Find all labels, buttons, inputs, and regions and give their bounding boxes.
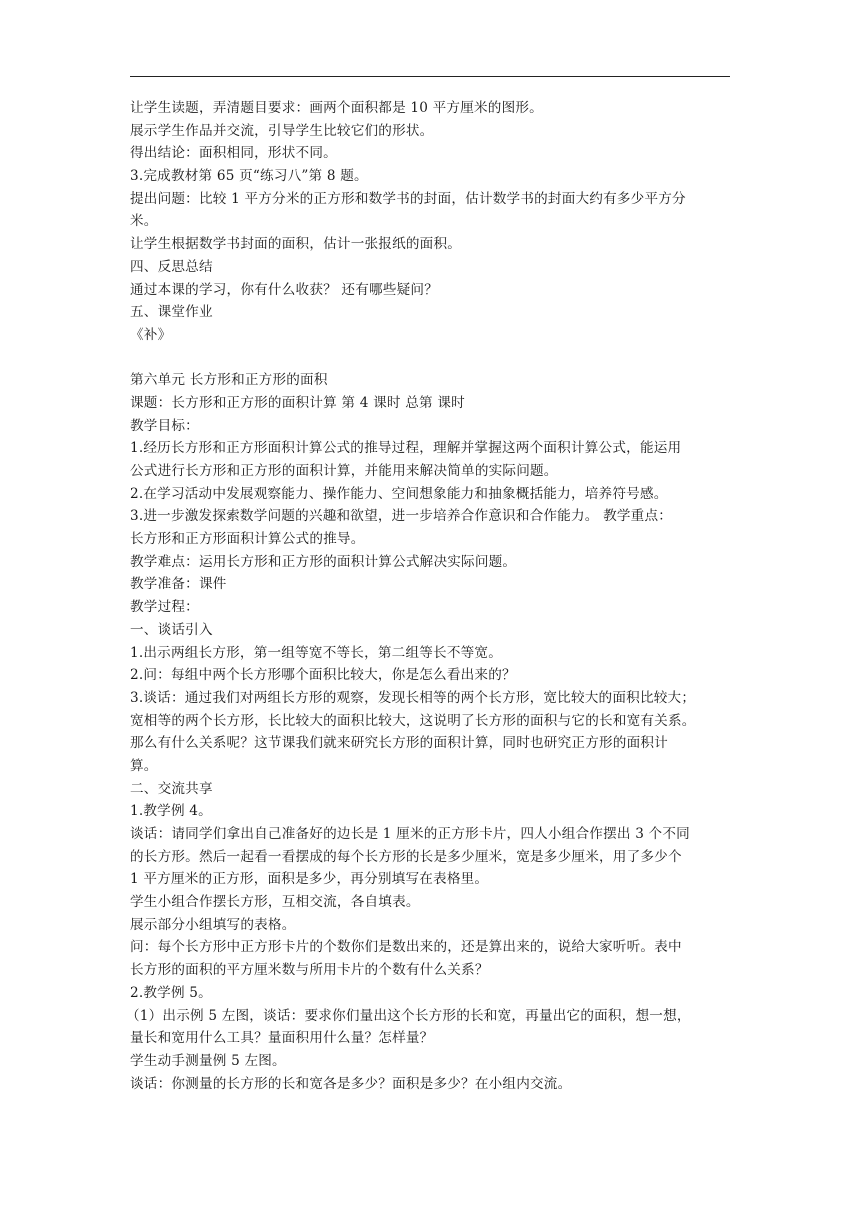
text-line: 公式进行长方形和正方形的面积计算，并能用来解决简单的实际问题。 [130,463,558,479]
text-line: 教学过程： [130,599,199,616]
section-heading: 五、课堂作业 [130,304,213,321]
text-line: 1.教学例 4。 [130,803,212,820]
section-heading: 一、谈话引入 [130,621,213,638]
text-line: 的长方形。然后一起看一看摆成的每个长方形的长是多少厘米，宽是多少厘米，用了多少个 [130,848,682,865]
text-line: 教学难点：运用长方形和正方形的面积计算公式解决实际问题。 [130,553,517,570]
text-line: 长方形的面积的平方厘米数与所用卡片的个数有什么关系？ [130,962,489,979]
text-line: （1）出示例 5 左图，谈话：要求你们量出这个长方形的长和宽，再量出它的面积，想一想， [126,1007,691,1024]
text-line: 谈话：请同学们拿出自己准备好的边长是 1 厘米的正方形卡片，四人小组合作摆出 3 个不同 [130,826,690,842]
text-line: 教学准备：课件 [130,576,227,593]
document-body [126,97,730,1095]
unit-title: 第六单元 长方形和正方形的面积 [130,372,328,389]
text-line: 2.问：每组中两个长方形哪个面积比较大，你是怎么看出来的？ [130,667,516,684]
text-line: 3.完成教材第 65 页“练习八”第 8 题。 [130,168,368,185]
text-line: 问：每个长方形中正方形卡片的个数你们是数出来的，还是算出来的，说给大家听听。表中 [130,939,682,956]
text-line: 2.教学例 5。 [130,984,212,1001]
text-line: 米。 [130,213,158,230]
text-line: 让学生读题，弄清题目要求：画两个面积都是 10 平方厘米的图形。 [130,100,543,116]
text-line: 展示学生作品并交流，引导学生比较它们的形状。 [130,122,434,139]
text-line: 1.出示两组长方形，第一组等宽不等长，第二组等长不等宽。 [130,644,503,661]
text-line: 学生动手测量例 5 左图。 [130,1052,286,1069]
text-line: 得出结论：面积相同，形状不同。 [130,145,337,162]
blank-line [130,347,730,370]
text-line: 通过本课的学习，你有什么收获？ 还有哪些疑问？ [130,281,438,298]
text-line: 3.进一步激发探索数学问题的兴趣和欲望，进一步培养合作意识和合作能力。 教学重点： [130,508,673,525]
text-line: 量长和宽用什么工具？量面积用什么量？怎样量？ [130,1030,434,1047]
text-line: 谈话：你测量的长方形的长和宽各是多少？面积是多少？在小组内交流。 [130,1075,572,1092]
text-line: 算。 [130,757,158,774]
text-line: 《补》 [130,326,172,343]
section-heading: 二、交流共享 [130,780,213,797]
lesson-title: 课题：长方形和正方形的面积计算 第 4 课时 总第 课时 [130,394,465,411]
text-line: 2.在学习活动中发展观察能力、操作能力、空间想象能力和抽象概括能力，培养符号感。 [130,485,668,502]
text-line: 学生小组合作摆长方形，互相交流，各自填表。 [130,894,420,911]
header-rule [130,76,730,77]
text-line: 展示部分小组填写的表格。 [130,916,296,933]
text-line: 宽相等的两个长方形，长比较大的面积比较大，这说明了长方形的面积与它的长和宽有关系。 [130,712,696,729]
text-line: 长方形和正方形面积计算公式的推导。 [130,531,365,548]
text-line: 1.经历长方形和正方形面积计算公式的推导过程，理解并掌握这两个面积计算公式，能运用 [130,440,682,457]
text-line: 3.谈话：通过我们对两组长方形的观察，发现长相等的两个长方形，宽比较大的面积比较大； [130,689,696,706]
text-line: 1 平方厘米的正方形，面积是多少，再分别填写在表格里。 [130,871,489,888]
text-line: 那么有什么关系呢？这节课我们就来研究长方形的面积计算，同时也研究正方形的面积计 [130,735,668,752]
text-line: 提出问题：比较 1 平方分米的正方形和数学书的封面，估计数学书的封面大约有多少平方分 [130,190,686,207]
section-heading: 四、反思总结 [130,258,213,275]
text-line: 教学目标： [130,417,199,434]
text-line: 让学生根据数学书封面的面积，估计一张报纸的面积。 [130,236,462,253]
